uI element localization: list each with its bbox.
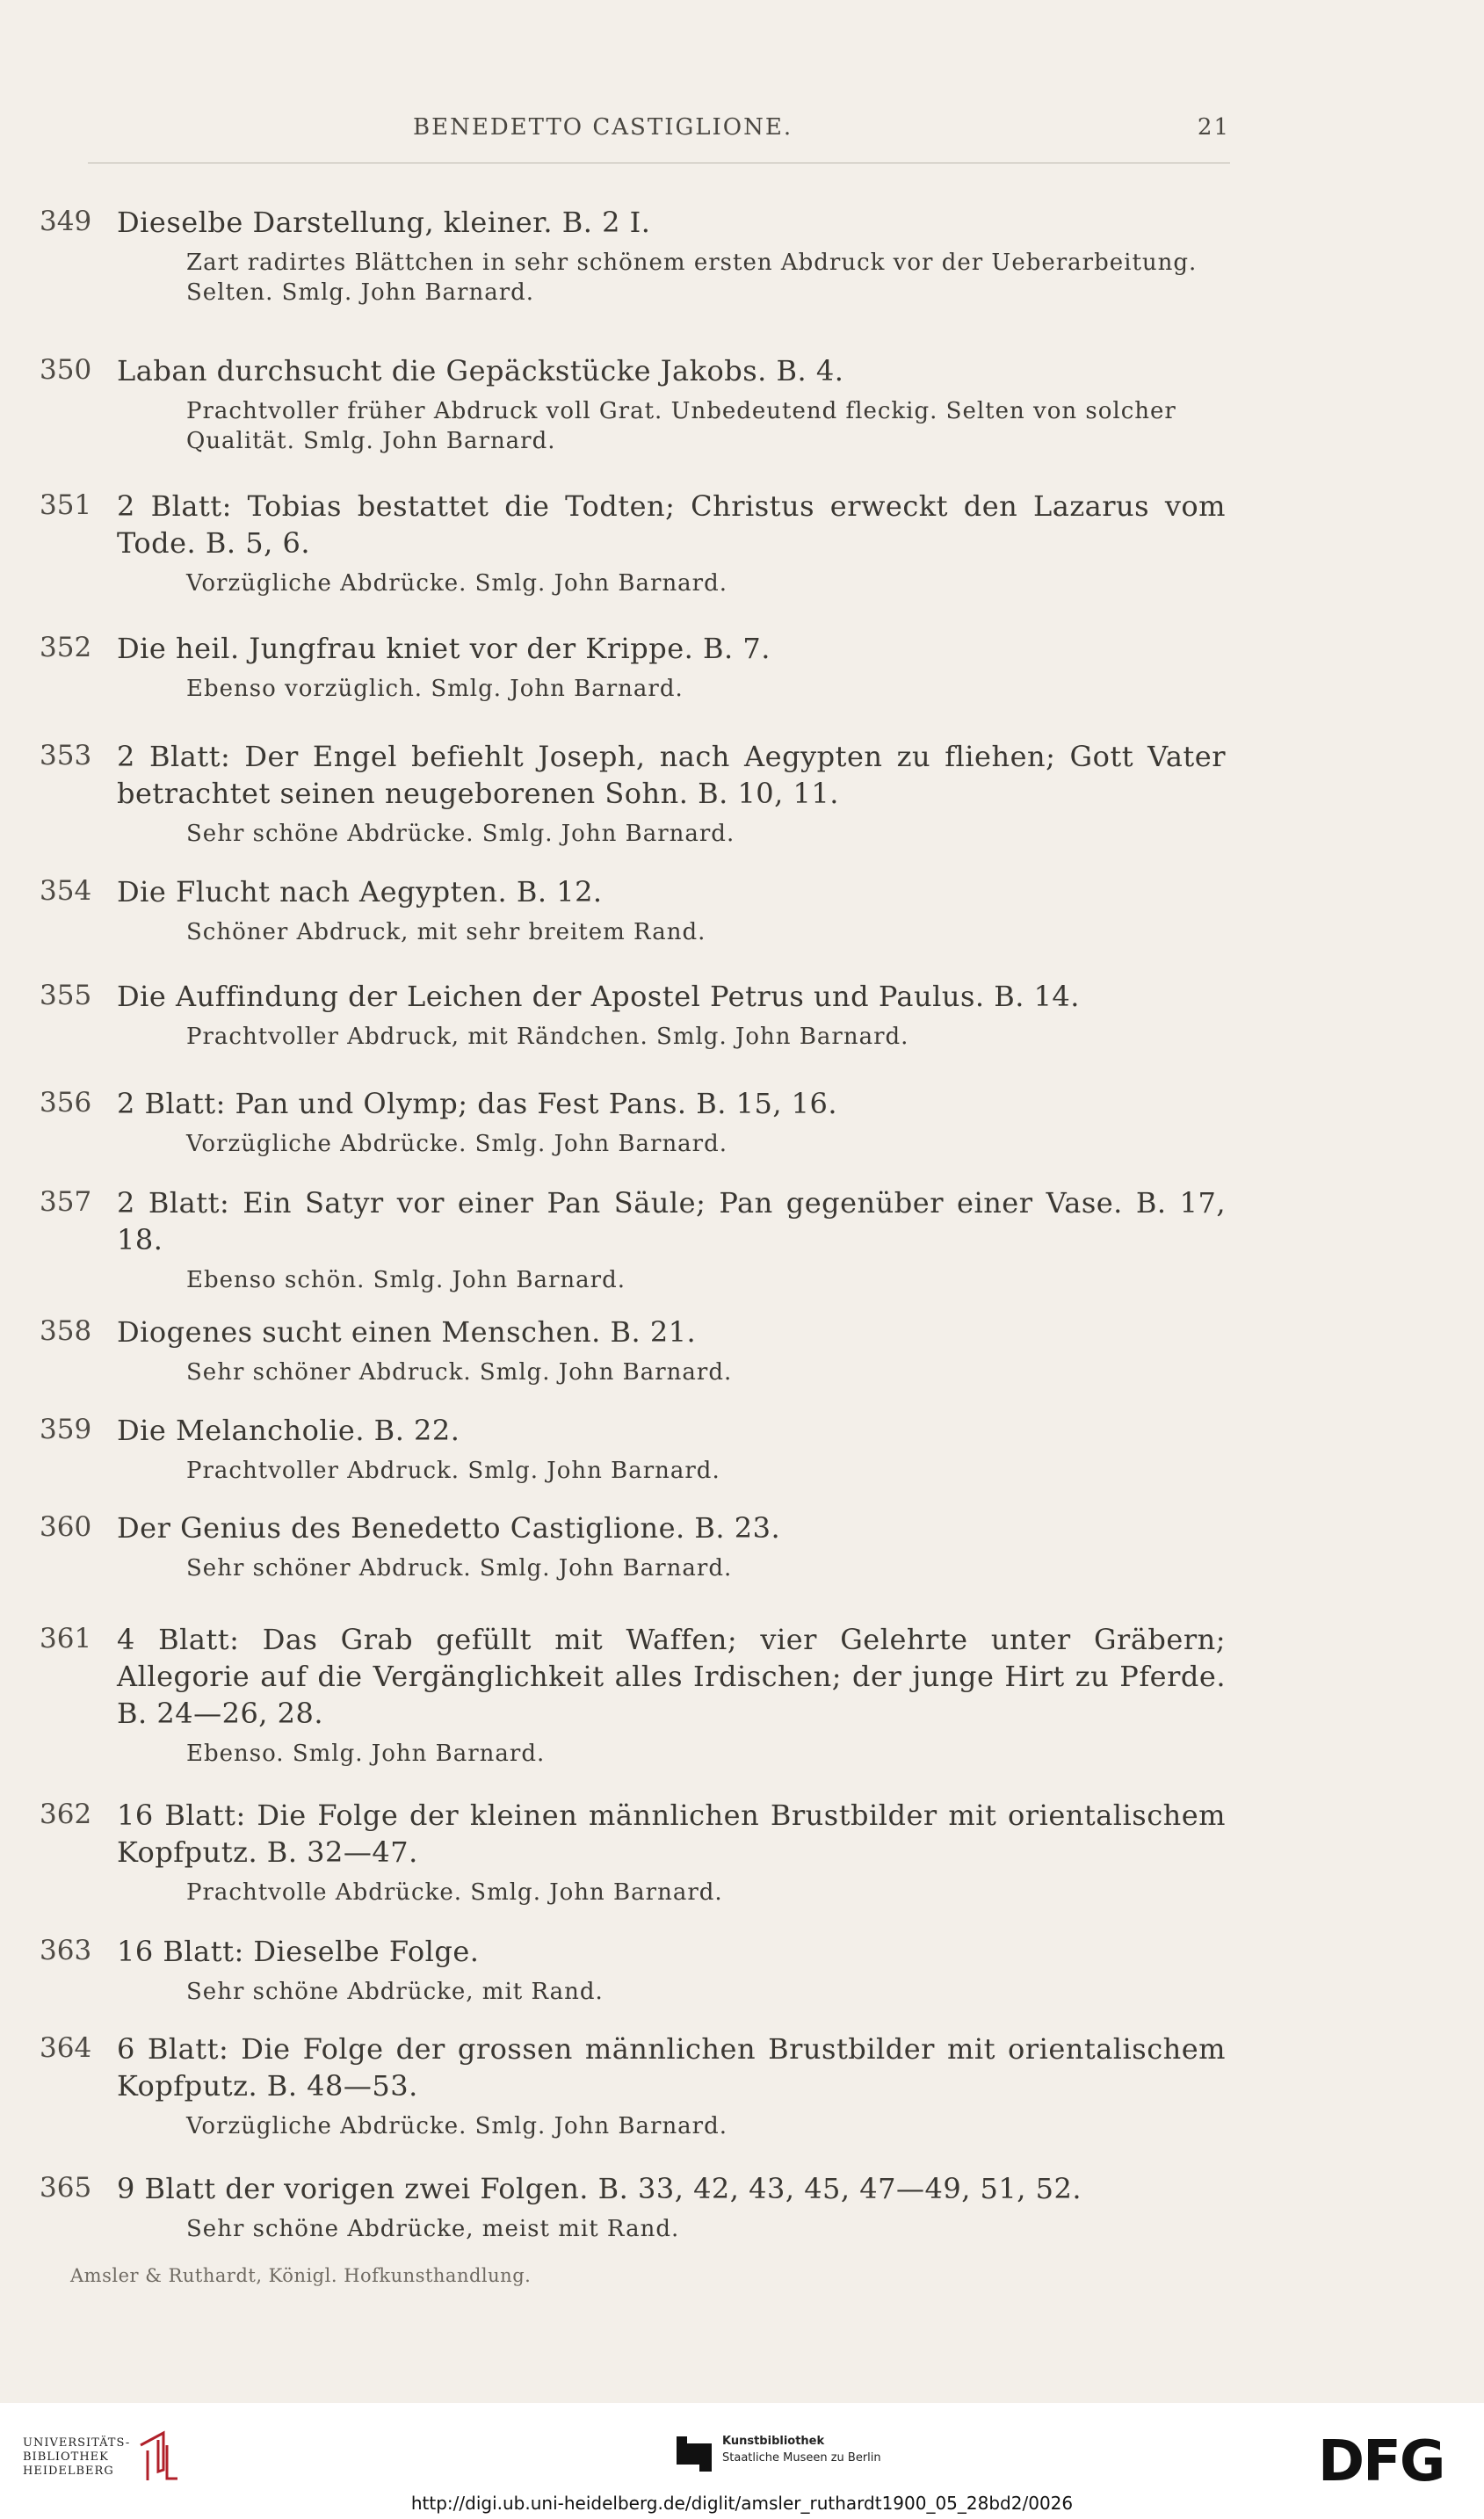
lot-title: 16 Blatt: Die Folge der kleinen männlichen Brustbilder mit orientalischem Kopfputz. B. 32—47.: [117, 1799, 1226, 1869]
lot-title: 9 Blatt der vorigen zwei Folgen. B. 33, 42, 43, 45, 47—49, 51, 52.: [117, 2172, 1082, 2205]
lot-number: 354: [40, 875, 92, 907]
university-library-name: [23, 2436, 130, 2479]
lot-note: Sehr schöne Abdrücke, mit Rand.: [186, 1979, 604, 2005]
lot-note: Vorzügliche Abdrücke. Smlg. John Barnard.: [186, 1131, 728, 1157]
running-title: BENEDETTO CASTIGLIONE.: [413, 114, 793, 141]
lot-number: 364: [40, 2032, 92, 2064]
permalink-url[interactable]: http://digi.ub.uni-heidelberg.de/diglit/amsler_ruthardt1900_05_28bd2/0026: [410, 2493, 1074, 2514]
digitization-footer: [0, 2403, 1484, 2519]
lot-note: Zart radirtes Blättchen in sehr schönem ersten Abdruck vor der Ueberarbeitung. Selten. Smlg. John Barnard.: [186, 250, 1198, 306]
library-line: BIBLIOTHEK: [23, 2450, 109, 2464]
lot-number: 360: [40, 1511, 92, 1543]
lot-note: Sehr schöne Abdrücke, meist mit Rand.: [186, 2216, 680, 2242]
lot-title: Die Auffindung der Leichen der Apostel Petrus und Paulus. B. 14.: [117, 980, 1080, 1013]
lot-note: Ebenso vorzüglich. Smlg. John Barnard.: [186, 676, 684, 702]
university-library-logo-icon: [132, 2428, 181, 2484]
library-line: HEIDELBERG: [23, 2465, 114, 2478]
lot-title: 2 Blatt: Ein Satyr vor einer Pan Säule; Pan gegenüber einer Vase. B. 17, 18.: [117, 1186, 1226, 1256]
lot-note: Sehr schöner Abdruck. Smlg. John Barnard.: [186, 1555, 733, 1582]
lot-note: Prachtvoller früher Abdruck voll Grat. Unbedeutend fleckig. Selten von solcher Qualität. Smlg. John Barnard.: [186, 398, 1176, 454]
lot-number: 352: [40, 632, 92, 663]
lot-title: Diogenes sucht einen Menschen. B. 21.: [117, 1315, 697, 1349]
kunstbibliothek-title: Kunstbibliothek: [722, 2435, 825, 2448]
page-number: 21: [1197, 114, 1230, 141]
lot-title: 4 Blatt: Das Grab gefüllt mit Waffen; vier Gelehrte unter Gräbern; Allegorie auf die Vergänglichkeit alles Irdischen; der junge Hirt zu Pferde. B. 24—26, 28.: [117, 1623, 1226, 1730]
lot-number: 361: [40, 1623, 92, 1654]
lot-number: 362: [40, 1799, 92, 1830]
lot-title: Die heil. Jungfrau kniet vor der Krippe. B. 7.: [117, 632, 771, 665]
lot-title: 2 Blatt: Tobias bestattet die Todten; Christus erweckt den Lazarus vom Tode. B. 5, 6.: [117, 489, 1226, 560]
lot-note: Ebenso schön. Smlg. John Barnard.: [186, 1267, 626, 1293]
lot-note: Sehr schöner Abdruck. Smlg. John Barnard.: [186, 1359, 733, 1386]
lot-title: Die Flucht nach Aegypten. B. 12.: [117, 875, 603, 908]
lot-number: 365: [40, 2172, 92, 2204]
lot-number: 353: [40, 740, 92, 771]
lot-number: 358: [40, 1315, 92, 1347]
lot-title: Dieselbe Darstellung, kleiner. B. 2 I.: [117, 206, 651, 239]
lot-number: 350: [40, 354, 92, 386]
lot-number: 357: [40, 1186, 92, 1218]
lot-note: Prachtvoller Abdruck. Smlg. John Barnard.: [186, 1458, 720, 1484]
kunstbibliothek-subtitle: Staatliche Museen zu Berlin: [722, 2451, 881, 2465]
lot-number: 351: [40, 489, 92, 521]
publisher-imprint: Amsler & Ruthardt, Königl. Hofkunsthandlung.: [70, 2265, 532, 2286]
lot-title: 2 Blatt: Der Engel befiehlt Joseph, nach Aegypten zu fliehen; Gott Vater betrachtet seinen neugeborenen Sohn. B. 10, 11.: [117, 740, 1226, 810]
lot-title: 2 Blatt: Pan und Olymp; das Fest Pans. B. 15, 16.: [117, 1087, 838, 1120]
lot-title: 6 Blatt: Die Folge der grossen männlichen Brustbilder mit orientalischem Kopfputz. B. 48—53.: [117, 2032, 1226, 2103]
kunstbibliothek-label: [722, 2433, 881, 2466]
lot-number: 359: [40, 1414, 92, 1445]
lot-number: 355: [40, 980, 92, 1011]
lot-title: Die Melancholie. B. 22.: [117, 1414, 460, 1447]
lot-note: Schöner Abdruck, mit sehr breitem Rand.: [186, 919, 706, 945]
lot-note: Vorzügliche Abdrücke. Smlg. John Barnard.: [186, 2113, 728, 2139]
lot-note: Vorzügliche Abdrücke. Smlg. John Barnard.: [186, 570, 728, 597]
lot-note: Ebenso. Smlg. John Barnard.: [186, 1741, 546, 1767]
kunstbibliothek-logo-icon: [677, 2436, 712, 2472]
lot-number: 349: [40, 206, 92, 237]
lot-title: 16 Blatt: Dieselbe Folge.: [117, 1935, 480, 1968]
lot-note: Sehr schöne Abdrücke. Smlg. John Barnard.: [186, 821, 735, 847]
lot-title: Der Genius des Benedetto Castiglione. B. 23.: [117, 1511, 781, 1545]
lot-title: Laban durchsucht die Gepäckstücke Jakobs. B. 4.: [117, 354, 844, 387]
library-line: UNIVERSITÄTS-: [23, 2436, 131, 2450]
lot-note: Prachtvoller Abdruck, mit Rändchen. Smlg. John Barnard.: [186, 1024, 909, 1050]
dfg-logo: DFG: [1318, 2429, 1444, 2494]
lot-number: 363: [40, 1935, 92, 1966]
lot-number: 356: [40, 1087, 92, 1118]
lot-note: Prachtvolle Abdrücke. Smlg. John Barnard.: [186, 1879, 723, 1906]
